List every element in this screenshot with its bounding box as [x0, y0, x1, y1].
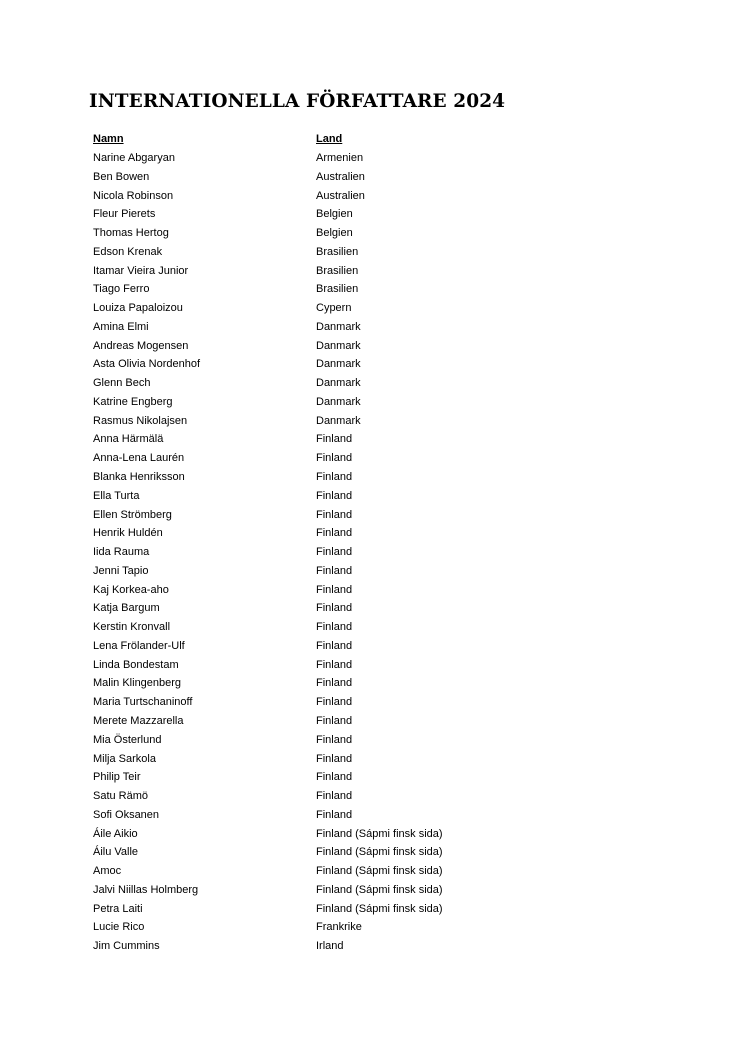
author-name: Louiza Papaloizou: [93, 302, 183, 315]
author-country: Finland: [316, 696, 353, 709]
column-header-country: Land: [316, 133, 343, 145]
author-country: Finland: [316, 583, 353, 596]
author-name: Petra Laiti: [93, 902, 143, 915]
table-row: [93, 355, 513, 374]
author-name: Ellen Strömberg: [93, 508, 172, 521]
table-row: [93, 449, 513, 468]
table-row: [93, 318, 513, 337]
table-body: [93, 149, 513, 956]
author-name: Merete Mazzarella: [93, 714, 184, 727]
author-name: Tiago Ferro: [93, 283, 150, 296]
author-country: Finland: [316, 452, 353, 465]
author-country: Belgien: [316, 208, 353, 221]
author-country: Brasilien: [316, 283, 359, 296]
author-country: Brasilien: [316, 245, 359, 258]
author-name: Edson Krenak: [93, 245, 163, 258]
table-row: [93, 862, 513, 881]
author-name: Fleur Pierets: [93, 208, 156, 221]
author-country: Finland: [316, 658, 353, 671]
table-row: [93, 825, 513, 844]
table-row: [93, 900, 513, 919]
table-row: [93, 524, 513, 543]
author-name: Narine Abgaryan: [93, 152, 175, 164]
table-row: [93, 599, 513, 618]
author-country: Finland: [316, 471, 353, 484]
author-name: Rasmus Nikolajsen: [93, 414, 188, 427]
author-name: Katrine Engberg: [93, 395, 173, 408]
author-name: Kaj Korkea-aho: [93, 583, 169, 596]
table-row: [93, 750, 513, 769]
table-row: [93, 412, 513, 431]
author-country: Finland: [316, 677, 353, 690]
table-row: [93, 581, 513, 600]
table-row: [93, 262, 513, 281]
author-name: Glenn Bech: [93, 377, 151, 390]
author-name: Jim Cummins: [93, 940, 160, 953]
table-row: [93, 337, 513, 356]
author-country: Danmark: [316, 377, 361, 390]
table-row: [93, 543, 513, 562]
author-country: Frankrike: [316, 921, 362, 934]
table-row: [93, 806, 513, 825]
author-name: Asta Olivia Nordenhof: [93, 358, 200, 371]
table-row: [93, 468, 513, 487]
author-name: Amina Elmi: [93, 320, 149, 333]
author-country: Finland: [316, 733, 353, 746]
author-country: Finland: [316, 564, 353, 577]
author-country: Finland (Sápmi finsk sida): [316, 865, 443, 878]
author-country: Finland: [316, 546, 353, 559]
author-country: Australien: [316, 170, 365, 183]
author-name: Jalvi Niillas Holmberg: [93, 883, 199, 896]
author-name: Thomas Hertog: [93, 227, 169, 240]
author-name: Maria Turtschaninoff: [93, 696, 193, 709]
author-country: Finland: [316, 808, 353, 821]
author-name: Jenni Tapio: [93, 564, 149, 577]
author-country: Armenien: [316, 152, 364, 164]
author-name: Áilu Valle: [93, 846, 139, 859]
author-country: Finland: [316, 790, 353, 803]
author-name: Linda Bondestam: [93, 658, 179, 671]
table-row: [93, 731, 513, 750]
author-name: Katja Bargum: [93, 602, 160, 615]
table-row: [93, 487, 513, 506]
author-country: Brasilien: [316, 264, 359, 277]
table-row: [93, 693, 513, 712]
author-country: Finland (Sápmi finsk sida): [316, 902, 443, 915]
table-row: [93, 506, 513, 525]
table-row: [93, 881, 513, 900]
author-country: Finland: [316, 489, 353, 502]
author-name: Nicola Robinson: [93, 189, 174, 202]
author-country: Finland: [316, 527, 353, 540]
author-name: Lucie Rico: [93, 921, 145, 934]
table-row: [93, 918, 513, 937]
author-country: Finland: [316, 639, 353, 652]
table-row: [93, 374, 513, 393]
author-country: Danmark: [316, 414, 361, 427]
author-name: Iida Rauma: [93, 546, 150, 559]
table-row: [93, 187, 513, 206]
author-country: Australien: [316, 189, 365, 202]
table-row: [93, 674, 513, 693]
author-name: Áile Aikio: [93, 827, 138, 840]
author-country: Irland: [316, 940, 344, 953]
table-row: [93, 149, 513, 168]
column-header-name: Namn: [93, 133, 124, 145]
table-row: [93, 299, 513, 318]
author-name: Blanka Henriksson: [93, 471, 185, 484]
author-country: Finland (Sápmi finsk sida): [316, 827, 443, 840]
table-row: [93, 618, 513, 637]
author-country: Finland: [316, 752, 353, 765]
author-country: Cypern: [316, 302, 352, 315]
author-country: Finland (Sápmi finsk sida): [316, 883, 443, 896]
table-row: [93, 787, 513, 806]
table-row: [93, 430, 513, 449]
author-name: Satu Rämö: [93, 790, 149, 803]
author-country: Finland: [316, 433, 353, 446]
author-country: Finland: [316, 602, 353, 615]
author-name: Itamar Vieira Junior: [93, 264, 189, 277]
table-row: [93, 843, 513, 862]
author-country: Danmark: [316, 395, 361, 408]
author-name: Ben Bowen: [93, 170, 150, 183]
author-name: Kerstin Kronvall: [93, 621, 171, 634]
author-name: Malin Klingenberg: [93, 677, 182, 690]
author-country: Danmark: [316, 320, 361, 333]
author-name: Anna-Lena Laurén: [93, 452, 185, 465]
author-country: Danmark: [316, 339, 361, 352]
table-row: [93, 712, 513, 731]
author-country: Finland: [316, 508, 353, 521]
document-title: INTERNATIONELLA FÖRFATTARE 2024: [89, 91, 506, 112]
table-row: [93, 656, 513, 675]
table-row: [93, 168, 513, 187]
table-row: [93, 768, 513, 787]
author-country: Finland: [316, 771, 353, 784]
author-country: Finland: [316, 621, 353, 634]
author-name: Mia Österlund: [93, 733, 162, 746]
author-country: Finland (Sápmi finsk sida): [316, 846, 443, 859]
author-name: Henrik Huldén: [93, 527, 163, 540]
table-row: [93, 937, 513, 956]
table-header-row: [93, 130, 513, 149]
authors-table: [93, 130, 513, 956]
author-name: Sofi Oksanen: [93, 808, 160, 821]
author-name: Philip Teir: [93, 771, 141, 784]
table-row: [93, 637, 513, 656]
author-name: Milja Sarkola: [93, 752, 156, 765]
table-row: [93, 280, 513, 299]
author-name: Anna Härmälä: [93, 433, 164, 446]
table-row: [93, 393, 513, 412]
author-country: Danmark: [316, 358, 361, 371]
author-name: Amoc: [93, 865, 122, 878]
table-row: [93, 243, 513, 262]
table-row: [93, 224, 513, 243]
author-name: Andreas Mogensen: [93, 339, 189, 352]
table-row: [93, 205, 513, 224]
author-country: Finland: [316, 714, 353, 727]
author-name: Ella Turta: [93, 489, 140, 502]
author-name: Lena Frölander-Ulf: [93, 639, 185, 652]
table-row: [93, 562, 513, 581]
author-country: Belgien: [316, 227, 353, 240]
